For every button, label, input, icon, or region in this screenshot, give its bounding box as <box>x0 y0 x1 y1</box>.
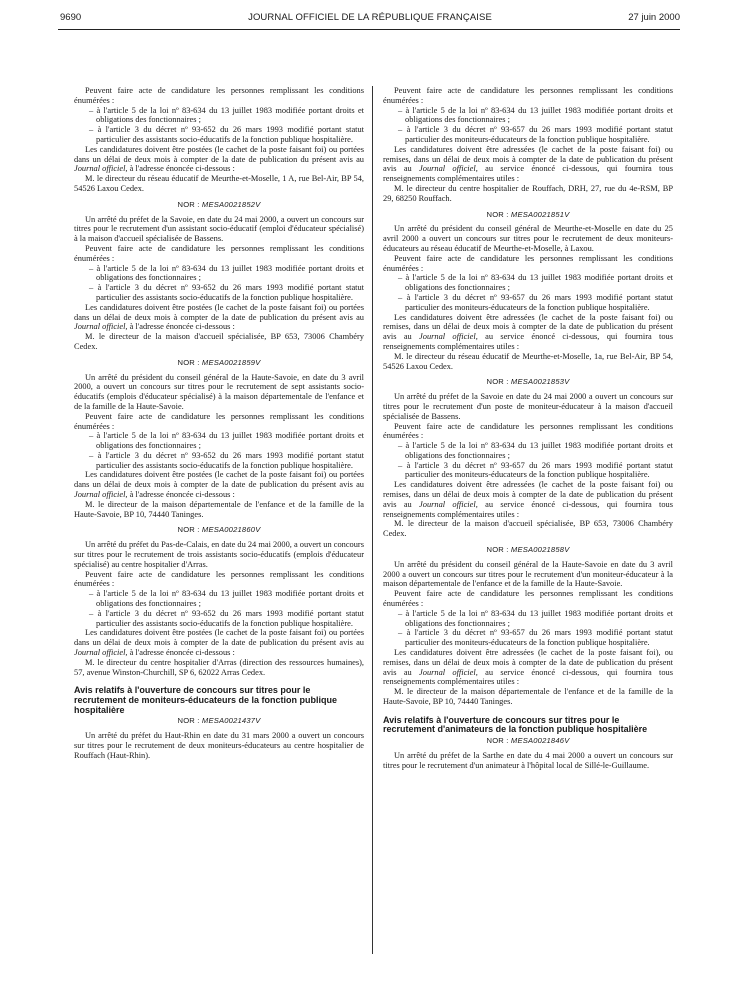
conditions-list <box>74 106 364 145</box>
list-item: – à l'article 5 de la loi nº 83-634 du 13 juillet 1983 modifiée portant droits et obligations des fonctionnaires ; <box>85 431 364 451</box>
paragraph: Un arrêté du préfet du Pas-de-Calais, en date du 24 mai 2000, a ouvert un concours sur titres pour le recrutement de trois assistants socio-éducatifs (emplois d'éducateur spécialisé) au centre hospitalier d'Arras. <box>74 540 364 569</box>
journal-officiel-italic: Journal officiel <box>419 332 476 342</box>
paragraph: Les candidatures doivent être adressées (le cachet de la poste faisant foi) ou remises, dans un délai de deux mois à compter de la date de publication du présent avis au Journal officiel, au service énoncé ci-dessous, qui fournira tous renseignements complémentaires utiles : <box>383 312 673 351</box>
conditions-list <box>74 589 364 628</box>
journal-officiel-italic: Journal officiel <box>74 322 126 332</box>
list-item: – à l'article 5 de la loi nº 83-634 du 13 juillet 1983 modifiée portant droits et obligations des fonctionnaires ; <box>85 589 364 609</box>
list-item: – à l'article 5 de la loi nº 83-634 du 13 juillet 1983 modifiée portant droits et obligations des fonctionnaires ; <box>394 273 673 293</box>
nor-reference: NOR : MESA0021851V <box>486 209 570 219</box>
list-item: – à l'article 5 de la loi nº 83-634 du 13 juillet 1983 modifiée portant droits et obligations des fonctionnaires ; <box>394 609 673 629</box>
nor-reference: NOR : MESA0021437V <box>177 716 261 726</box>
list-item: – à l'article 3 du décret nº 93-657 du 26 mars 1993 modifié portant statut particulier des moniteurs-éducateurs de la fonction publique hospitalière. <box>394 628 673 648</box>
paragraph: Les candidatures doivent être postées (le cachet de la poste faisant foi) ou portées dans un délai de deux mois à compter de la date de publication du présent avis au Journal officiel, à l'adresse énoncée ci-dessous : <box>74 628 364 658</box>
list-item: – à l'article 3 du décret nº 93-657 du 26 mars 1993 modifié portant statut particulier des moniteurs-éducateurs de la fonction publique hospitalière. <box>394 293 673 313</box>
nor-reference: NOR : MESA0021846V <box>486 736 570 745</box>
paragraph: Un arrêté du président du conseil général de Meurthe-et-Moselle en date du 25 avril 2000 a ouvert un concours sur titres pour le recrutement de deux moniteurs-éducateurs au réseau éducatif de Meurthe-et-Moselle, à Laxou. <box>383 224 673 253</box>
right-column <box>383 86 673 770</box>
nor-reference: NOR : MESA0021859V <box>177 357 261 367</box>
paragraph: Un arrêté du préfet du Haut-Rhin en date du 31 mars 2000 a ouvert un concours sur titres pour le recrutement de deux moniteurs-éducateurs au centre hospitalier de Rouffach (Haut-Rhin). <box>74 731 364 760</box>
list-item: – à l'article 5 de la loi nº 83-634 du 13 juillet 1983 modifiée portant droits et obligations des fonctionnaires ; <box>394 441 673 461</box>
address-paragraph: M. le directeur de la maison d'accueil spécialisée, BP 653, 73006 Chambéry Cedex. <box>74 332 364 351</box>
list-item: – à l'article 3 du décret nº 93-652 du 26 mars 1993 modifié portant statut particulier des assistants socio-éducatifs de la fonction publique hospitalière. <box>85 125 364 145</box>
journal-officiel-italic: Journal officiel <box>74 648 126 658</box>
nor-reference: NOR : MESA0021858V <box>486 545 570 555</box>
paragraph: Un arrêté du préfet de la Savoie, en date du 24 mai 2000, a ouvert un concours sur titres pour le recrutement d'un assistant socio-éducatif (emploi d'éducateur spécialisé) à la maison d'accueil spécialisée de Bassens. <box>74 214 364 244</box>
paragraph: Peuvent faire acte de candidature les personnes remplissant les conditions énumérées : <box>383 86 673 105</box>
paragraph: Un arrêté du préfet de la Sarthe en date du 4 mai 2000 a ouvert un concours sur titres pour le recrutement d'un animateur à l'hôpital local de Sillé-le-Guillaume. <box>383 750 673 770</box>
section-block <box>74 686 364 760</box>
nor-reference: NOR : MESA0021860V <box>177 525 261 535</box>
list-item: – à l'article 3 du décret nº 93-657 du 26 mars 1993 modifié portant statut particulier des moniteurs-éducateurs de la fonction publique hospitalière. <box>394 461 673 481</box>
paragraph: Les candidatures doivent être postées (le cachet de la poste faisant foi) ou portées dans un délai de deux mois à compter de la date de publication du présent avis au Journal officiel, à l'adresse énoncée ci-dessous : <box>74 470 364 500</box>
section-block <box>383 716 673 771</box>
paragraph: Les candidatures doivent être adressées (le cachet de la poste faisant foi) ou remises, dans un délai de deux mois à compter de la date de publication du présent avis au Journal officiel, au service énoncé ci-dessous, qui fournira tous renseignements complémentaires utiles : <box>383 480 673 519</box>
journal-officiel-italic: Journal officiel <box>419 499 476 509</box>
page-header <box>60 12 680 28</box>
paragraph: Peuvent faire acte de candidature les personnes remplissant les conditions énumérées : <box>74 569 364 589</box>
list-item: – à l'article 3 du décret nº 93-652 du 26 mars 1993 modifié portant statut particulier des assistants socio-éducatifs de la fonction publique hospitalière. <box>85 609 364 629</box>
journal-officiel-italic: Journal officiel <box>419 164 476 174</box>
list-item: – à l'article 3 du décret nº 93-652 du 26 mars 1993 modifié portant statut particulier des assistants socio-éducatifs de la fonction publique hospitalière. <box>85 451 364 471</box>
journal-officiel-italic: Journal officiel <box>74 164 126 174</box>
notice-block <box>383 210 673 372</box>
paragraph: Les candidatures doivent être adressées (le cachet de la poste faisant foi) ou remises, dans un délai de deux mois à compter de la date de publication du présent avis au Journal officiel, au service énoncé ci-dessous, qui fournira tous renseignements complémentaires utiles : <box>383 144 673 184</box>
address-paragraph: M. le directeur de la maison départementale de l'enfance et de la famille de la Haute-Savoie, BP 10, 74440 Taninges. <box>383 687 673 707</box>
notice-block <box>74 200 364 352</box>
conditions-list <box>383 273 673 312</box>
section-heading: Avis relatifs à l'ouverture de concours sur titres pour le recrutement de moniteurs-éducateurs de la fonction publique hospitalière <box>74 685 338 715</box>
paragraph: Peuvent faire acte de candidature les personnes remplissant les conditions énumérées : <box>74 411 364 431</box>
journal-officiel-italic: Journal officiel <box>419 667 476 677</box>
notice-block <box>383 377 673 539</box>
paragraph: Un arrêté du président du conseil général de la Haute-Savoie en date du 3 avril 2000 a ouvert un concours sur titres pour le recrutement d'un moniteur-éducateur à la maison départementale de l'enfance et de la famille de la Haute-Savoie. <box>383 559 673 589</box>
address-paragraph: M. le directeur du réseau éducatif de Meurthe-et-Moselle, 1a, rue Bel-Air, BP 54, 54526 Laxou Cedex. <box>383 351 673 371</box>
issue-date: 27 juin 2000 <box>628 12 680 23</box>
notice-block <box>74 86 364 194</box>
notice-block <box>74 358 364 520</box>
address-paragraph: M. le directeur du centre hospitalier de Rouffach, DRH, 27, rue du 4e-RSM, BP 29, 68250 Rouffach. <box>383 183 673 203</box>
paragraph: Peuvent faire acte de candidature les personnes remplissant les conditions énumérées : <box>383 421 673 441</box>
conditions-list <box>383 609 673 648</box>
left-column <box>74 86 364 760</box>
address-paragraph: M. le directeur de la maison départementale de l'enfance et de la famille de la Haute-Savoie, BP 10, 74440 Taninges. <box>74 499 364 519</box>
conditions-list <box>383 106 673 145</box>
conditions-list <box>74 431 364 470</box>
list-item: – à l'article 3 du décret nº 93-657 du 26 mars 1993 modifié portant statut particulier des moniteurs-éducateurs de la fonction publique hospitalière. <box>394 125 673 145</box>
address-paragraph: M. le directeur du centre hospitalier d'Arras (direction des ressources humaines), 57, avenue Winston-Churchill, SP 6, 62022 Arras Cedex. <box>74 657 364 677</box>
paragraph: Peuvent faire acte de candidature les personnes remplissant les conditions énumérées : <box>74 243 364 263</box>
conditions-list <box>74 264 364 303</box>
paragraph: Les candidatures doivent être postées (le cachet de la poste faisant foi) ou portées dans un délai de deux mois à compter de la date de publication du présent avis au Journal officiel, à l'adresse énoncée ci-dessous : <box>74 144 364 174</box>
paragraph: Les candidatures doivent être postées (le cachet de la poste faisant foi) ou portées dans un délai de deux mois à compter de la date de publication du présent avis au Journal officiel, à l'adresse énoncée ci-dessous : <box>74 302 364 332</box>
conditions-list <box>383 441 673 480</box>
list-item: – à l'article 5 de la loi nº 83-634 du 13 juillet 1983 modifiée portant droits et obligations des fonctionnaires ; <box>85 106 364 126</box>
header-rule <box>58 29 680 30</box>
journal-officiel-italic: Journal officiel <box>74 490 126 500</box>
list-item: – à l'article 3 du décret nº 93-652 du 26 mars 1993 modifié portant statut particulier des assistants socio-éducatifs de la fonction publique hospitalière. <box>85 283 364 303</box>
paragraph: Peuvent faire acte de candidature les personnes remplissant les conditions énumérées : <box>383 253 673 273</box>
section-heading: Avis relatifs à l'ouverture de concours sur titres pour le recrutement d'animateurs de la fonction publique hospitalière <box>383 714 648 735</box>
journal-title: JOURNAL OFFICIEL DE LA RÉPUBLIQUE FRANÇAISE <box>248 12 492 23</box>
notice-block <box>74 525 364 677</box>
notice-block <box>383 545 673 707</box>
nor-reference: NOR : MESA0021853V <box>486 377 570 387</box>
paragraph: Peuvent faire acte de candidature les personnes remplissant les conditions énumérées : <box>383 589 673 609</box>
paragraph: Un arrêté du président du conseil général de la Haute-Savoie, en date du 3 avril 2000, a ouvert un concours sur titres pour le recrutement de sept assistants socio-éducatifs (emplois d'éducateur spécialisé) à la maison départementale de l'enfance et de la famille de la Haute-Savoie. <box>74 372 364 411</box>
address-paragraph: M. le directeur de la maison d'accueil spécialisée, BP 653, 73006 Chambéry Cedex. <box>383 519 673 539</box>
list-item: – à l'article 5 de la loi nº 83-634 du 13 juillet 1983 modifiée portant droits et obligations des fonctionnaires ; <box>85 264 364 284</box>
page-number: 9690 <box>60 12 82 23</box>
paragraph: Les candidatures doivent être adressées (le cachet de la poste faisant foi), ou remises, dans un délai de deux mois à compter de la date de publication du présent avis au Journal officiel, au service énoncé ci-dessous, qui fournira tous renseignements complémentaires utiles : <box>383 648 673 687</box>
list-item: – à l'article 5 de la loi nº 83-634 du 13 juillet 1983 modifiée portant droits et obligations des fonctionnaires ; <box>394 106 673 126</box>
paragraph: Un arrêté du préfet de la Savoie en date du 24 mai 2000 a ouvert un concours sur titres pour le recrutement d'un poste de moniteur-éducateur à la maison d'accueil spécialisée de Bassens. <box>383 392 673 421</box>
address-paragraph: M. le directeur du réseau éducatif de Meurthe-et-Moselle, 1 A, rue Bel-Air, BP 54, 54526 Laxou Cedex. <box>74 174 364 193</box>
column-separator <box>372 86 373 954</box>
nor-reference: NOR : MESA0021852V <box>177 199 261 209</box>
notice-block <box>383 86 673 204</box>
paragraph: Peuvent faire acte de candidature les personnes remplissant les conditions énumérées : <box>74 86 364 105</box>
